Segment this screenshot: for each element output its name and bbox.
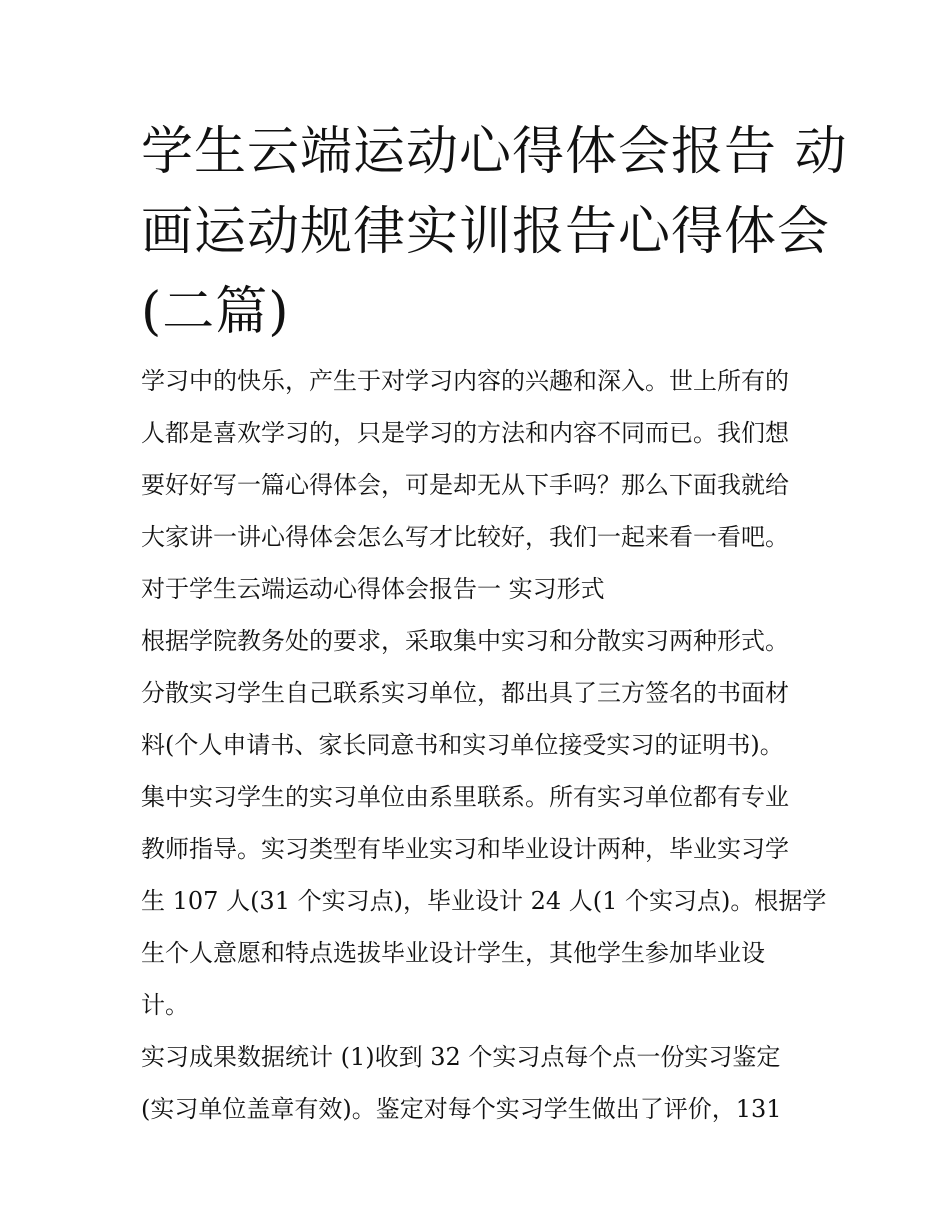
body-line-10: 教师指导。实习类型有毕业实习和毕业设计两种，毕业实习学	[141, 835, 789, 863]
body-line-12: 生个人意愿和特点选拔毕业设计学生，其他学生参加毕业设	[141, 939, 765, 967]
body-line-15: (实习单位盖章有效)。鉴定对每个实习学生做出了评价，131	[141, 1095, 782, 1123]
body-line-5: 对于学生云端运动心得体会报告一 实习形式	[141, 575, 605, 603]
body-line-7: 分散实习学生自己联系实习单位，都出具了三方签名的书面材	[141, 679, 789, 707]
body-line-4: 大家讲一讲心得体会怎么写才比较好，我们一起来看一看吧。	[141, 523, 789, 551]
body-line-8: 料(个人申请书、家长同意书和实习单位接受实习的证明书)。	[141, 731, 784, 759]
body-line-9: 集中实习学生的实习单位由系里联系。所有实习单位都有专业	[141, 783, 789, 811]
title-line-1: 学生云端运动心得体会报告 动	[141, 122, 848, 182]
body-line-6: 根据学院教务处的要求，采取集中实习和分散实习两种形式。	[141, 627, 789, 655]
body-line-14: 实习成果数据统计 (1)收到 32 个实习点每个点一份实习鉴定	[141, 1043, 781, 1071]
body-line-11: 生 107 人(31 个实习点)，毕业设计 24 人(1 个实习点)。根据学	[141, 887, 827, 915]
document-title	[141, 112, 848, 352]
title-line-2: 画运动规律实训报告心得体会	[141, 202, 831, 262]
body-line-1: 学习中的快乐，产生于对学习内容的兴趣和深入。世上所有的	[141, 367, 789, 395]
body-line-2: 人都是喜欢学习的，只是学习的方法和内容不同而已。我们想	[141, 419, 789, 447]
body-line-13: 计。	[141, 991, 189, 1019]
title-line-3: (二篇)	[141, 282, 290, 342]
body-line-3: 要好好写一篇心得体会，可是却无从下手吗？那么下面我就给	[141, 471, 789, 499]
document-body	[141, 355, 827, 1135]
